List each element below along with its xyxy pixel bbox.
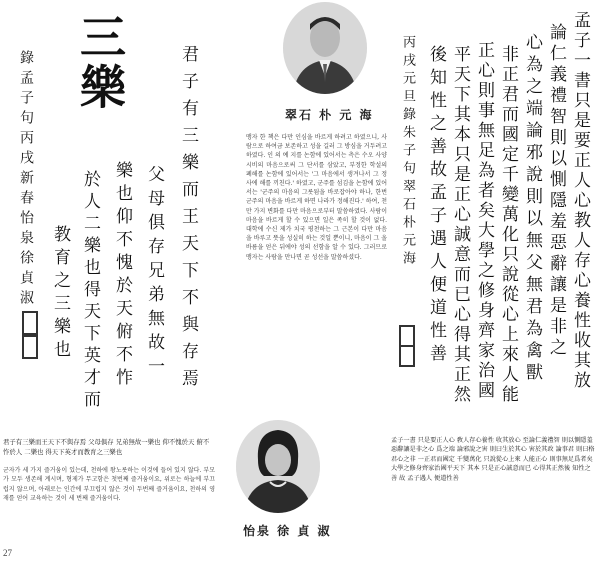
portrait-female-image [236,420,320,513]
right-art-column-2: 論仁義禮智則以惻隱羞惡辭讓是非之 [546,23,566,359]
left-artwork-caption-korean: 군자가 세 가지 즐거움이 있는데, 천하에 왕노릇하는 이것에 들어 있지 않다. 부모가 모두 생존해 계시며, 형제가 무고함은 첫번째 즐거움이요, 위로는 하늘에 부끄럽지 않으며, 아래로는 인간에 부끄럽지 않은 것이 두번째 즐거움이요, 천하의 영재를 얻어 교육하는 것이 세 번째 즐거움이다. [3,467,215,503]
artist-name-top: 翠石 朴 元 海 [285,108,374,122]
page-number: 27 [3,548,12,558]
left-art-column-1: 君子有三樂而王天下不與存焉 [178,45,198,396]
artist-seal-2 [22,335,38,359]
right-art-column-1: 孟子一書只是要正人心教人存心養性收其放 [570,11,590,391]
left-calligraphy-artwork [5,5,216,434]
left-artwork-caption-hanja: 君子有三樂而王天下不與存焉 父母俱存 兄弟無故一樂也 仰不愧於天 俯不怍於人 二樂也 得天下英才而教育之三樂也 [3,438,210,456]
artist-seal-1 [22,311,38,335]
portrait-male-artist [283,2,367,94]
right-art-column-4: 非正君而國定千變萬化只說從心上來人能 [498,45,518,405]
left-art-column-3: 樂也仰不愧於天俯不怍 [112,161,132,391]
right-calligraphy-artwork [391,5,594,430]
right-art-column-7: 後知性之善故孟子遇人便道性善 [426,45,446,367]
right-art-column-6: 平天下其本只是正心誠意而已心得其正然 [450,45,470,405]
artwork-title: 三樂 [73,13,127,113]
portrait-female-artist [236,420,320,513]
left-art-column-6: 錄孟子句丙戌新春怡泉徐貞淑 [18,50,34,310]
right-art-column-5: 正心則事無足為者矣大學之修身齊家治國 [474,41,494,401]
middle-translation-text: 맹자 한 책은 다만 인심을 바르게 하려고 하였으니, 사람으로 하여금 보존하고 성을 길러 그 방심을 거두려고 하였다. 인 의 예 지를 논함에 있어서는 측은 수오 사양 시비의 마음으로써 그 단서를 삼았고, 부정한 학설의 폐해를 논함에 있어서는 '그 마음에서 생겨나서 그 정사에 해를 끼친다.' 하였고, 군주를 섬김을 논함에 있어서는 '군주의 마음의 그릇됨을 바로잡아야 하나, 한번 군주의 마음을 바르게 하면 나라가 정해진다.' 하여, 천만 가지 변화를 다만 마음으로부터 말씀하였다. 사람이 마음을 바르게 할 수 있으면 일은 족히 할 것이 없다. 대학에 수신 제가 치국 평천하는 그 근본이 다만 마음을 바루고 뜻을 성실히 하는 것일 뿐이니, 마음이 그 올바름을 얻은 뒤에야 성의 선함을 알 수 있다. 그러므로 맹자는 사람을 만나면 곧 성선을 말씀하셨다. [246,134,387,261]
right-art-column-8: 丙戌元旦錄朱子句翠石朴元海 [400,35,415,269]
portrait-male-image [283,2,367,94]
artist-seal-4 [399,345,415,367]
artist-seal-3 [399,325,415,347]
left-art-column-5: 教育之三樂也 [50,225,70,363]
right-artwork-caption-hanja: 孟子一書 只是要正人心 敎人存心養性 收其放心 至論仁義禮智 則以惻隱羞惡辭讓是非之心 爲之端 論邪說之害 則曰生於其心 害於其政 論事君 則曰格君心之非 一正君而國定 千變萬化 只說從心上來 人能正心 則事無足爲者矣 大學之修身齊家治國平天下 其本 只是正心誠意而已 心得其正然後 知性之善 故 孟子遇人 便道性善 [391,437,595,482]
right-art-column-3: 心為之端論邪說則以無父無君為禽獸 [522,33,542,385]
left-art-column-2: 父母俱存兄弟無故一 [144,165,164,381]
left-art-column-4: 於人二樂也得天下英才而 [80,170,100,412]
artist-name-bottom: 怡泉 徐 貞 淑 [243,524,332,538]
